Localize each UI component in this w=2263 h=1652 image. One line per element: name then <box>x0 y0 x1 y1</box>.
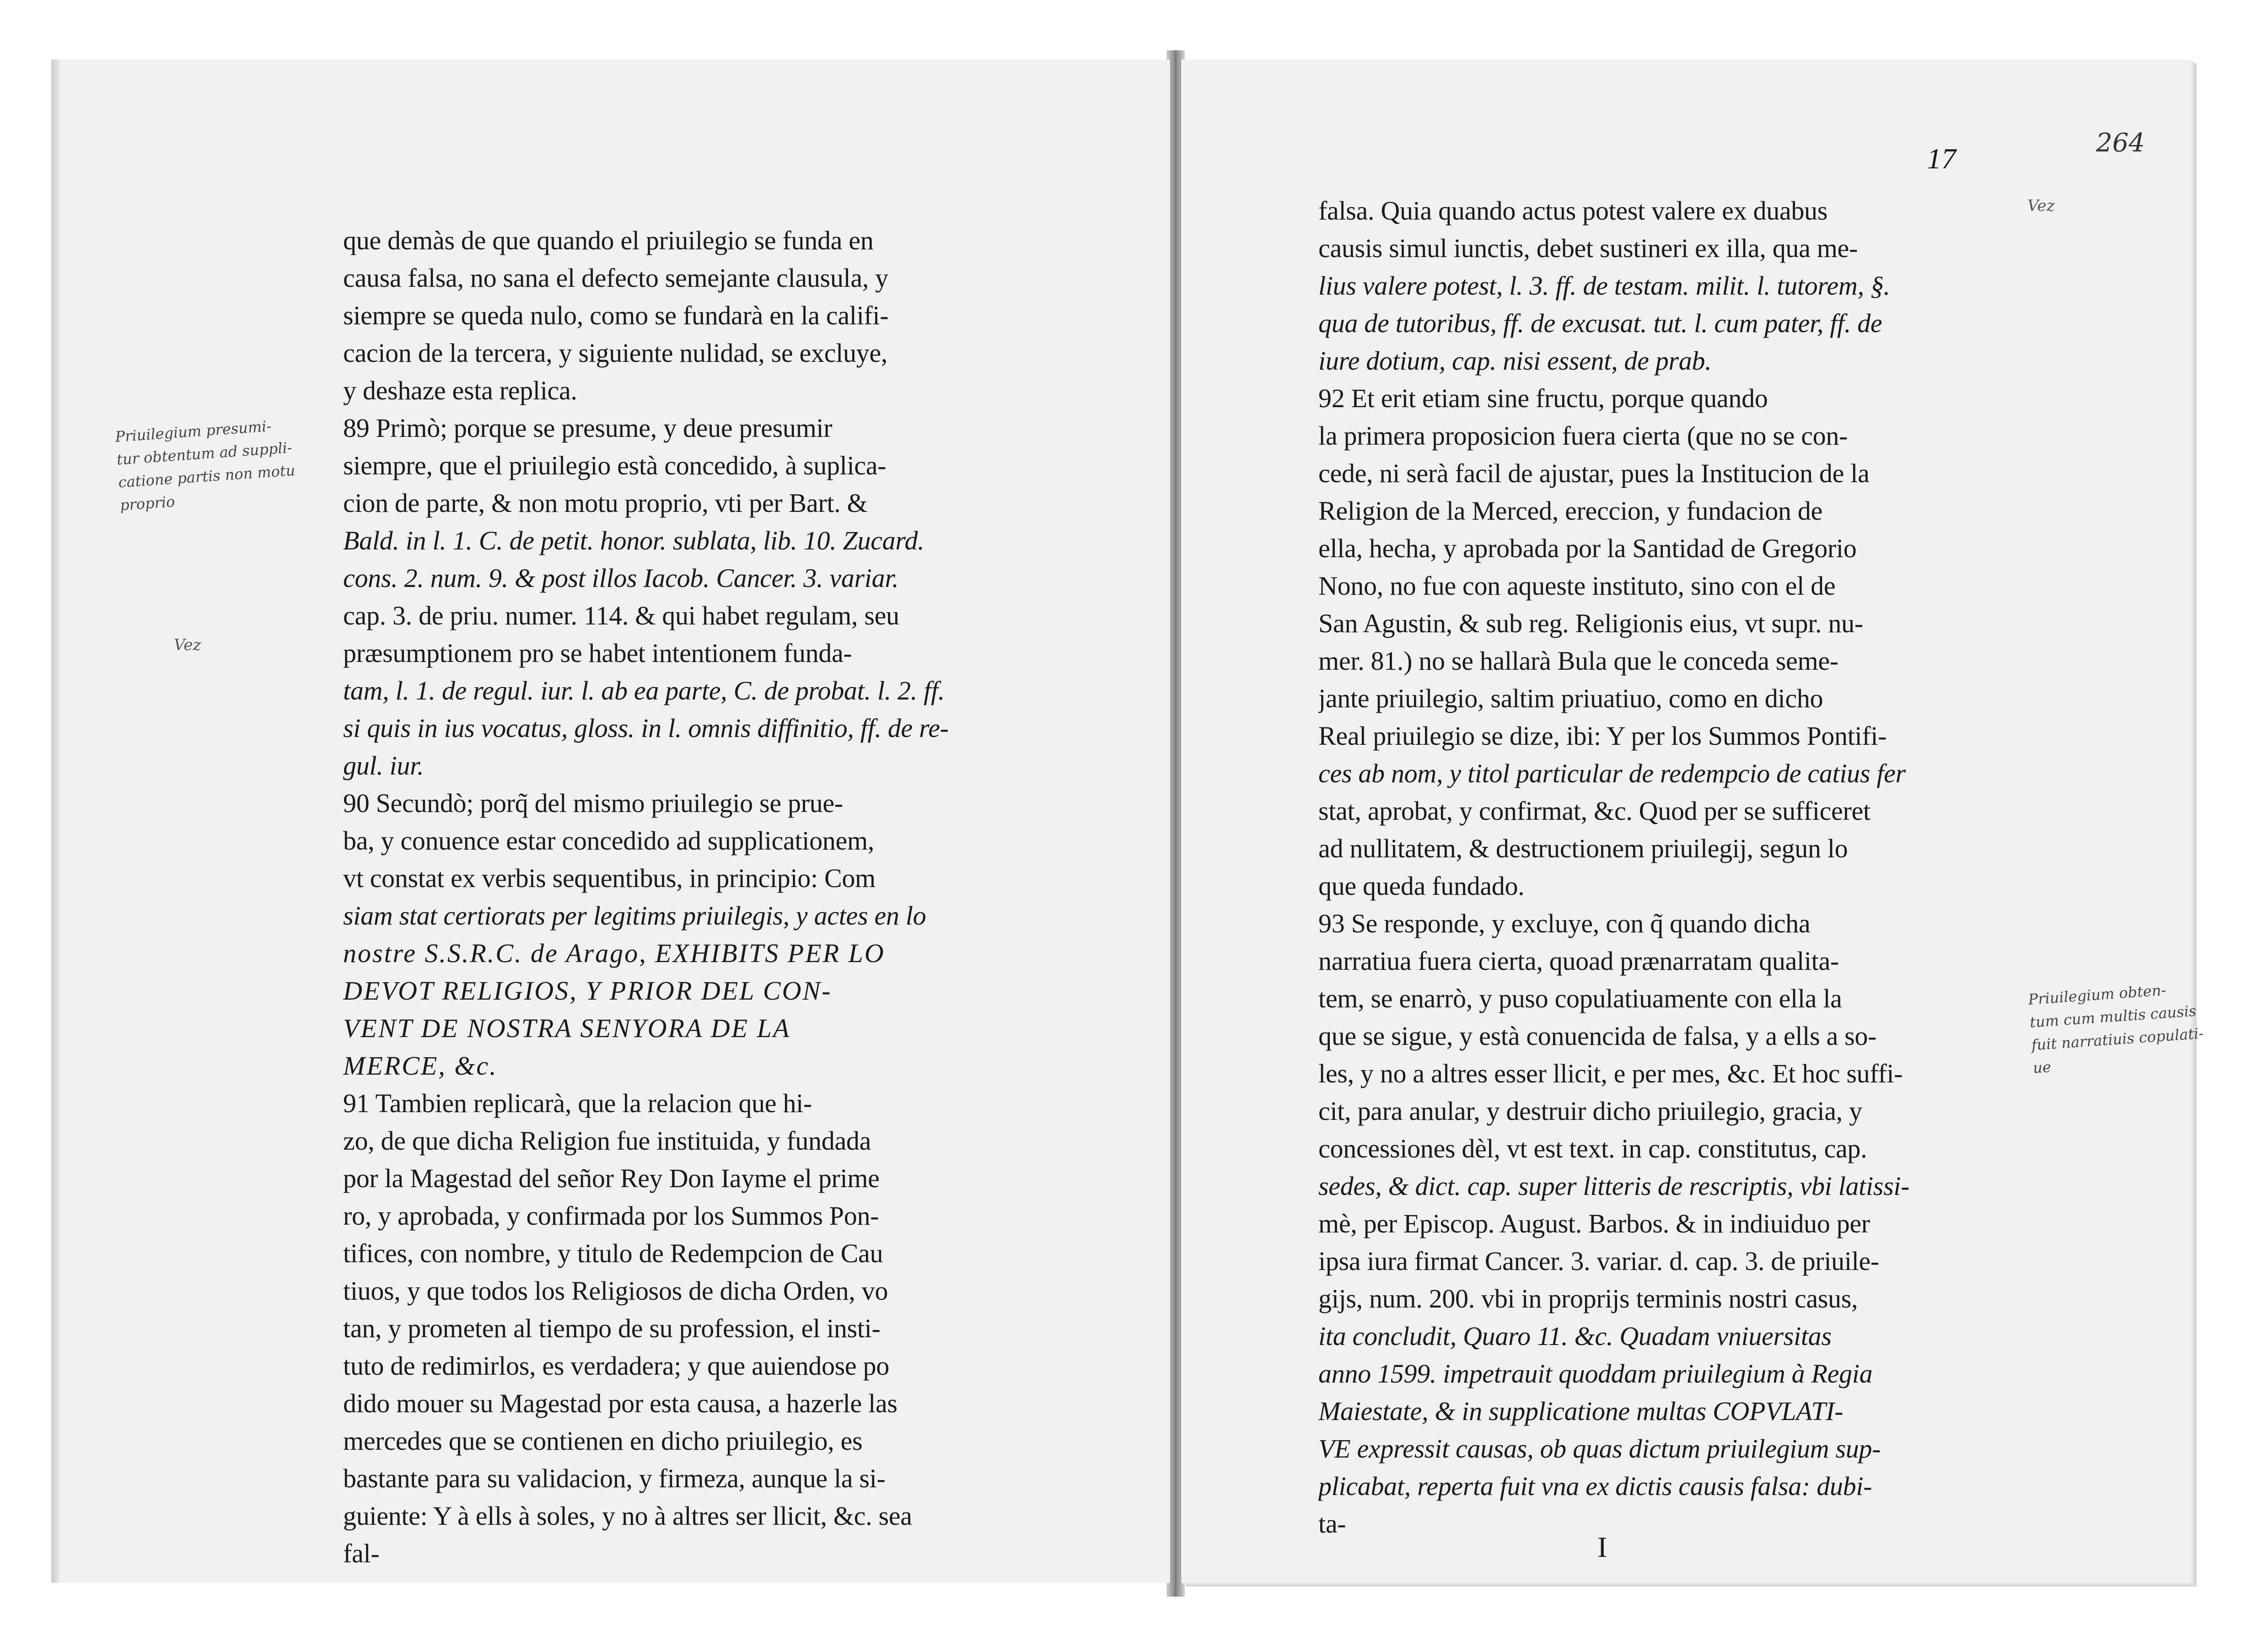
text-line: qua de tutoribus, ff. de excusat. tut. l. cum pater, ff. de <box>1318 308 1882 338</box>
text-line: anno 1599. impetrauit quoddam priuilegium à Regia <box>1318 1359 1873 1388</box>
marginal-note-line: fuit narratiuis copulati- <box>2031 1024 2204 1054</box>
text-line: ces ab nom, y titol particular de redempcio de catius fer <box>1318 759 1906 788</box>
text-line: ba, y conuence estar concedido ad supplicationem, <box>343 826 874 856</box>
text-line: Nono, no fue con aqueste instituto, sino con el de <box>1318 571 1836 601</box>
text-line: VE expressit causas, ob quas dictum priuilegium sup- <box>1318 1434 1881 1464</box>
text-line: cede, ni serà facil de ajustar, pues la Institucion de la <box>1318 458 1870 488</box>
open-book <box>32 50 2219 1615</box>
text-line: sedes, & dict. cap. super litteris de rescriptis, vbi latissi- <box>1318 1171 1910 1201</box>
marginal-note-line: proprio <box>119 493 176 514</box>
text-line: guiente: Y à ells à soles, y no à altres ser llicit, &c. sea <box>343 1501 912 1531</box>
text-line: cap. 3. de priu. numer. 114. & qui habet regulam, seu <box>343 601 899 630</box>
text-line: fal- <box>343 1539 380 1568</box>
text-line: cons. 2. num. 9. & post illos Iacob. Cancer. 3. variar. <box>343 563 899 593</box>
text-line: causa falsa, no sana el defecto semejante clausula, y <box>343 263 888 293</box>
text-line: ta- <box>1318 1509 1346 1539</box>
text-line: que queda fundado. <box>1318 871 1525 901</box>
text-line: dido mouer su Magestad por esta causa, a hazerle las <box>343 1388 898 1418</box>
text-line: præsumptionem pro se habet intentionem funda- <box>343 638 852 668</box>
folio-number: 17 <box>1927 142 1956 175</box>
text-line: siempre, que el priuilegio està concedido, à suplica- <box>343 451 887 480</box>
marginal-note-line: catione partis non motu <box>118 461 296 491</box>
text-line: causis simul iunctis, debet sustineri ex illa, qua me- <box>1318 233 1858 263</box>
text-line: tan, y prometen al tiempo de su profession, el insti- <box>343 1313 881 1343</box>
text-line: lius valere potest, l. 3. ff. de testam. milit. l. tutorem, §. <box>1318 271 1890 301</box>
text-line: tem, se enarrò, y puso copulatiuamente con ella la <box>1318 984 1842 1013</box>
signature-mark: I <box>1597 1531 1607 1563</box>
text-line: tiuos, y que todos los Religiosos de dicha Orden, vo <box>343 1276 888 1306</box>
text-line: cion de parte, & non motu proprio, vti per Bart. & <box>343 488 868 518</box>
text-line: San Agustin, & sub reg. Religionis eius, vt supr. nu- <box>1318 608 1863 638</box>
text-line: jante priuilegio, saltim priuatiuo, como en dicho <box>1318 683 1823 713</box>
text-line: Religion de la Merced, ereccion, y fundacion de <box>1318 496 1822 526</box>
left-margin-mark: Vez <box>174 636 201 654</box>
text-line: bastante para su validacion, y firmeza, aunque la si- <box>343 1464 886 1493</box>
text-line: si quis in ius vocatus, gloss. in l. omnis diffinitio, ff. de re- <box>343 713 949 743</box>
text-line: ella, hecha, y aprobada por la Santidad de Gregorio <box>1318 533 1857 563</box>
text-line: les, y no a altres esser llicit, e per mes, &c. Et hoc suffi- <box>1318 1059 1903 1088</box>
left-page <box>59 59 1171 1583</box>
text-line: stat, aprobat, y confirmat, &c. Quod per se sufficeret <box>1318 796 1871 826</box>
text-line: iure dotium, cap. nisi essent, de prab. <box>1318 346 1712 376</box>
marginal-note-line: tum cum multis causis <box>2029 1002 2197 1031</box>
text-line: gul. iur. <box>343 751 424 780</box>
text-line: la primera proposicion fuera cierta (que no se con- <box>1318 421 1848 451</box>
marginal-note-line: Priuilegium obten- <box>2027 981 2167 1008</box>
text-line: DEVOT RELIGIOS, Y PRIOR DEL CON- <box>343 976 832 1006</box>
right-page-text <box>1318 192 2014 1543</box>
right-margin-mark: Vez <box>2027 197 2055 215</box>
text-line: que se sigue, y està conuencida de falsa, y a ells a so- <box>1318 1021 1877 1051</box>
text-line: nostre S.S.R.C. de Arago, EXHIBITS PER LO <box>343 938 885 968</box>
text-line: cacion de la tercera, y siguiente nulidad, se excluye, <box>343 338 887 368</box>
text-line: mercedes que se contienen en dicho priuilegio, es <box>343 1426 863 1456</box>
right-page <box>1180 59 2204 1583</box>
text-line: gijs, num. 200. vbi in proprijs terminis nostri casus, <box>1318 1284 1858 1313</box>
text-line: que demàs de que quando el priuilegio se funda en <box>343 226 874 255</box>
text-line: ad nullitatem, & destructionem priuilegij, segun lo <box>1318 834 1848 863</box>
text-line: zo, de que dicha Religion fue instituida, y fundada <box>343 1126 871 1156</box>
text-line: plicabat, reperta fuit vna ex dictis causis falsa: dubi- <box>1318 1471 1872 1501</box>
text-line: Real priuilegio se dize, ibi: Y per los Summos Pontifi- <box>1318 721 1887 751</box>
text-line: por la Magestad del señor Rey Don Iayme el prime <box>343 1163 880 1193</box>
text-line: mer. 81.) no se hallarà Bula que le conceda seme- <box>1318 646 1838 676</box>
text-line: ipsa iura firmat Cancer. 3. variar. d. cap. 3. de priuile- <box>1318 1246 1879 1276</box>
left-page-text <box>343 222 1006 1572</box>
text-line: ro, y aprobada, y confirmada por los Summos Pon- <box>343 1201 879 1231</box>
text-line: tuto de redimirlos, es verdadera; y que auiendose po <box>343 1351 889 1381</box>
archive-number: 264 <box>2096 128 2145 158</box>
text-line: narratiua fuera cierta, quoad prænarratam qualita- <box>1318 946 1839 976</box>
text-line: tifices, con nombre, y titulo de Redempcion de Cau <box>343 1238 883 1268</box>
text-line: cit, para anular, y destruir dicho priuilegio, gracia, y <box>1318 1096 1862 1126</box>
text-line: siam stat certiorats per legitims priuilegis, y actes en lo <box>343 901 926 931</box>
text-line: MERCE, &c. <box>343 1051 498 1081</box>
text-line: siempre se queda nulo, como se fundarà en la califi- <box>343 301 889 330</box>
text-line: Maiestate, & in supplicatione multas COPVLATI- <box>1318 1396 1844 1426</box>
text-line: y deshaze esta replica. <box>343 376 577 405</box>
left-marginal-note <box>114 413 297 517</box>
marginal-note-line: Priuilegium presumi- <box>114 417 272 446</box>
text-line: ita concludit, Quaro 11. &c. Quadam vniuersitas <box>1318 1321 1832 1351</box>
text-line: Bald. in l. 1. C. de petit. honor. sublata, lib. 10. Zucard. <box>343 526 925 555</box>
text-line: 91 Tambien replicarà, que la relacion que hi- <box>343 1088 812 1118</box>
text-line: VENT DE NOSTRA SENYORA DE LA <box>343 1013 791 1043</box>
text-line: 89 Primò; porque se presume, y deue presumir <box>343 413 833 443</box>
text-line: 90 Secundò; porq̃ del mismo priuilegio se prue- <box>343 788 843 818</box>
marginal-note-line: ue <box>2032 1058 2052 1077</box>
text-line: vt constat ex verbis sequentibus, in principio: Com <box>343 863 876 893</box>
text-line: falsa. Quia quando actus potest valere ex duabus <box>1318 196 1828 226</box>
text-line: 92 Et erit etiam sine fructu, porque quando <box>1318 383 1768 413</box>
right-marginal-note <box>2027 976 2206 1080</box>
text-line: mè, per Episcop. August. Barbos. & in indiuiduo per <box>1318 1209 1870 1238</box>
marginal-note-line: tur obtentum ad suppli- <box>116 439 293 468</box>
text-line: tam, l. 1. de regul. iur. l. ab ea parte, C. de probat. l. 2. ff. <box>343 676 945 705</box>
text-line: 93 Se responde, y excluye, con q̃ quando dicha <box>1318 909 1811 938</box>
text-line: concessiones dèl, vt est text. in cap. constitutus, cap. <box>1318 1134 1867 1163</box>
